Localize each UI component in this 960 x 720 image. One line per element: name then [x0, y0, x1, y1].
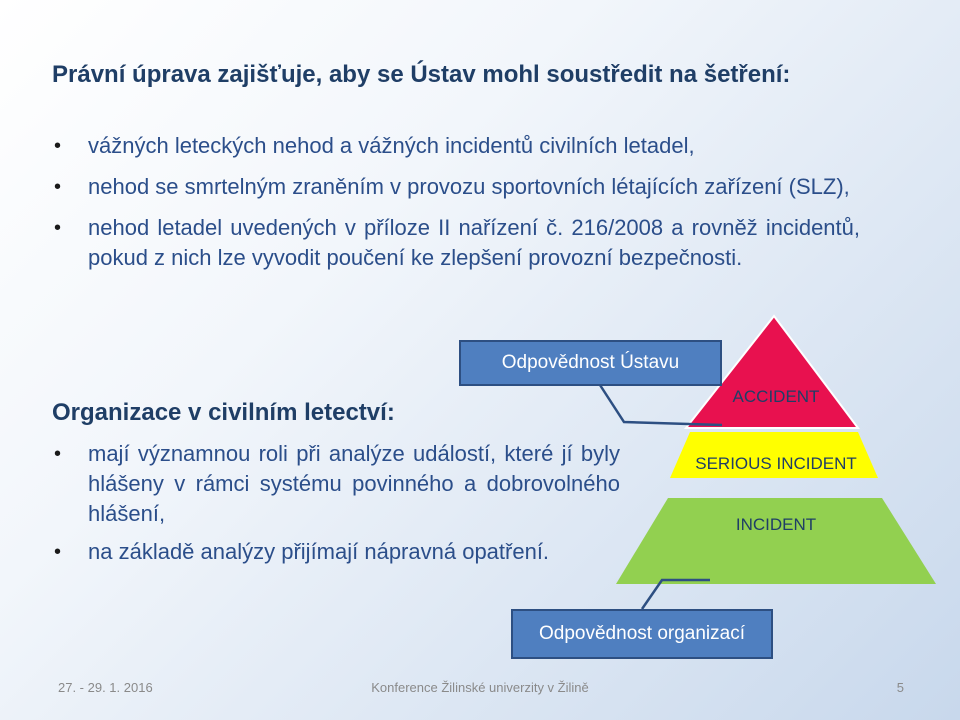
list-item: • nehod se smrtelným zraněním v provozu sportovních létajících zařízení (SLZ), — [52, 172, 860, 202]
section-heading-organizations: Organizace v civilním letectví: — [52, 399, 395, 426]
callout-bottom-connector — [642, 580, 710, 609]
pyramid-label-accident: ACCIDENT — [732, 387, 820, 406]
section-heading-legal: Právní úprava zajišťuje, aby se Ústav mohl soustředit na šetření: — [52, 61, 791, 88]
list-item: • nehod letadel uvedených v příloze II nařízení č. 216/2008 a rovněž incidentů, pokud z nich lze vyvodit poučení ke zlepšení provozní bezpečnosti. — [52, 213, 860, 273]
organizations-bullet-list — [52, 439, 620, 575]
footer-page-number: 5 — [896, 680, 904, 695]
list-item: • na základě analýzy přijímají nápravná opatření. — [52, 537, 620, 567]
pyramid-level-incident — [616, 498, 936, 584]
callout-institute-responsibility: Odpovědnost Ústavu — [459, 340, 722, 386]
pyramid-label-serious-incident: SERIOUS INCIDENT — [695, 454, 857, 473]
footer-date: 27. - 29. 1. 2016 — [58, 680, 153, 695]
callout-organization-responsibility: Odpovědnost organizací — [511, 609, 773, 659]
list-item: • mají významnou roli při analýze událostí, které jí byly hlášeny v rámci systému povinného a dobrovolného hlášení, — [52, 439, 620, 529]
footer-conference: Konference Žilinské univerzity v Žilině — [371, 680, 589, 695]
pyramid-label-incident: INCIDENT — [735, 515, 817, 534]
list-item: • vážných leteckých nehod a vážných incidentů civilních letadel, — [52, 131, 860, 161]
